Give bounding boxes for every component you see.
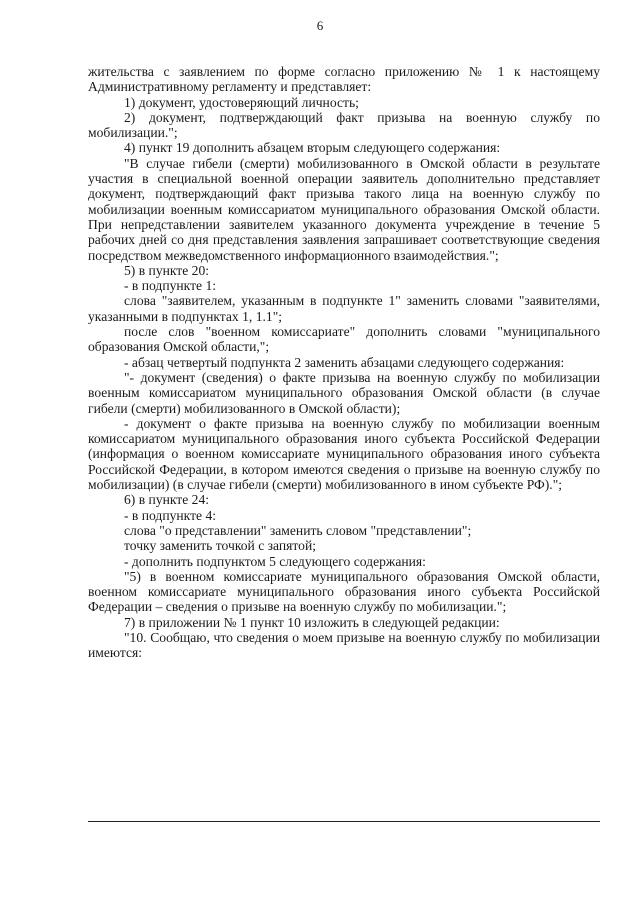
document-body (88, 64, 600, 661)
paragraph-12: - документ о факте призыва на военную службу по мобилизации военным комиссариатом муниципального образования иного субъекта Российской Федерации (информация о военном комиссариате муниципального образования иного субъекта Российской Федерации, в котором имеются сведения о призыве на военную службу по мобилизации) (в случае гибели (смерти) мобилизованного в ином субъекте РФ)."; (88, 415, 600, 493)
paragraph-7: - в подпункте 1: (124, 278, 217, 294)
paragraph-1: жительства с заявлением по форме согласно приложению № 1 к настоящему Административному регламенту и представляет: (88, 64, 600, 95)
paragraph-10: - абзац четвертый подпункта 2 заменить абзацами следующего содержания: (124, 354, 565, 370)
paragraph-15: слова "о представлении" заменить словом "представлении"; (124, 522, 472, 538)
paragraph-13: 6) в пункте 24: (124, 492, 210, 508)
paragraph-3: 2) документ, подтверждающий факт призыва на военную службу по мобилизации."; (88, 109, 600, 141)
paragraph-9: после слов "военном комиссариате" дополнить словами "муниципального образования Омской области,"; (88, 324, 600, 355)
paragraph-16: точку заменить точкой с запятой; (124, 538, 316, 554)
paragraph-8: слова "заявителем, указанным в подпункте 1" заменить словами "заявителями, указанными в подпунктах 1, 1.1"; (88, 293, 600, 324)
blank-underline (88, 821, 600, 822)
paragraph-5: "В случае гибели (смерти) мобилизованного в Омской области в результате участия в специальной военной операции заявитель дополнительно представляет документ, подтверждающий факт призыва такого лица на военную службу по мобилизации военным комиссариатом муниципального образования Омской области. При непредставлении заявителем указанного документа учреждение в течение 5 рабочих дней со дня представления заявления запрашивает соответствующие сведения посредством межведомственного информационного взаимодействия."; (88, 155, 600, 263)
page-number: 6 (316, 18, 324, 33)
paragraph-20: "10. Сообщаю, что сведения о моем призыве на военную службу по мобилизации имеются: (88, 629, 600, 661)
paragraph-4: 4) пункт 19 дополнить абзацем вторым следующего содержания: (124, 140, 501, 156)
paragraph-19: 7) в приложении № 1 пункт 10 изложить в следующей редакции: (124, 614, 500, 630)
paragraph-2: 1) документ, удостоверяющий личность; (124, 94, 359, 110)
paragraph-11: "- документ (сведения) о факте призыва на военную службу по мобилизации военным комиссариатом муниципального образования Омской области (в случае гибели (смерти) мобилизованного в Омской области); (88, 369, 600, 416)
paragraph-14: - в подпункте 4: (124, 507, 217, 523)
paragraph-6: 5) в пункте 20: (124, 262, 210, 278)
paragraph-18: "5) в военном комиссариате муниципального образования Омской области, военном комиссариате муниципального образования иного субъекта Российской Федерации – сведения о призыве на военную службу по мобилизации."; (88, 568, 600, 615)
paragraph-17: - дополнить подпунктом 5 следующего содержания: (124, 553, 426, 569)
